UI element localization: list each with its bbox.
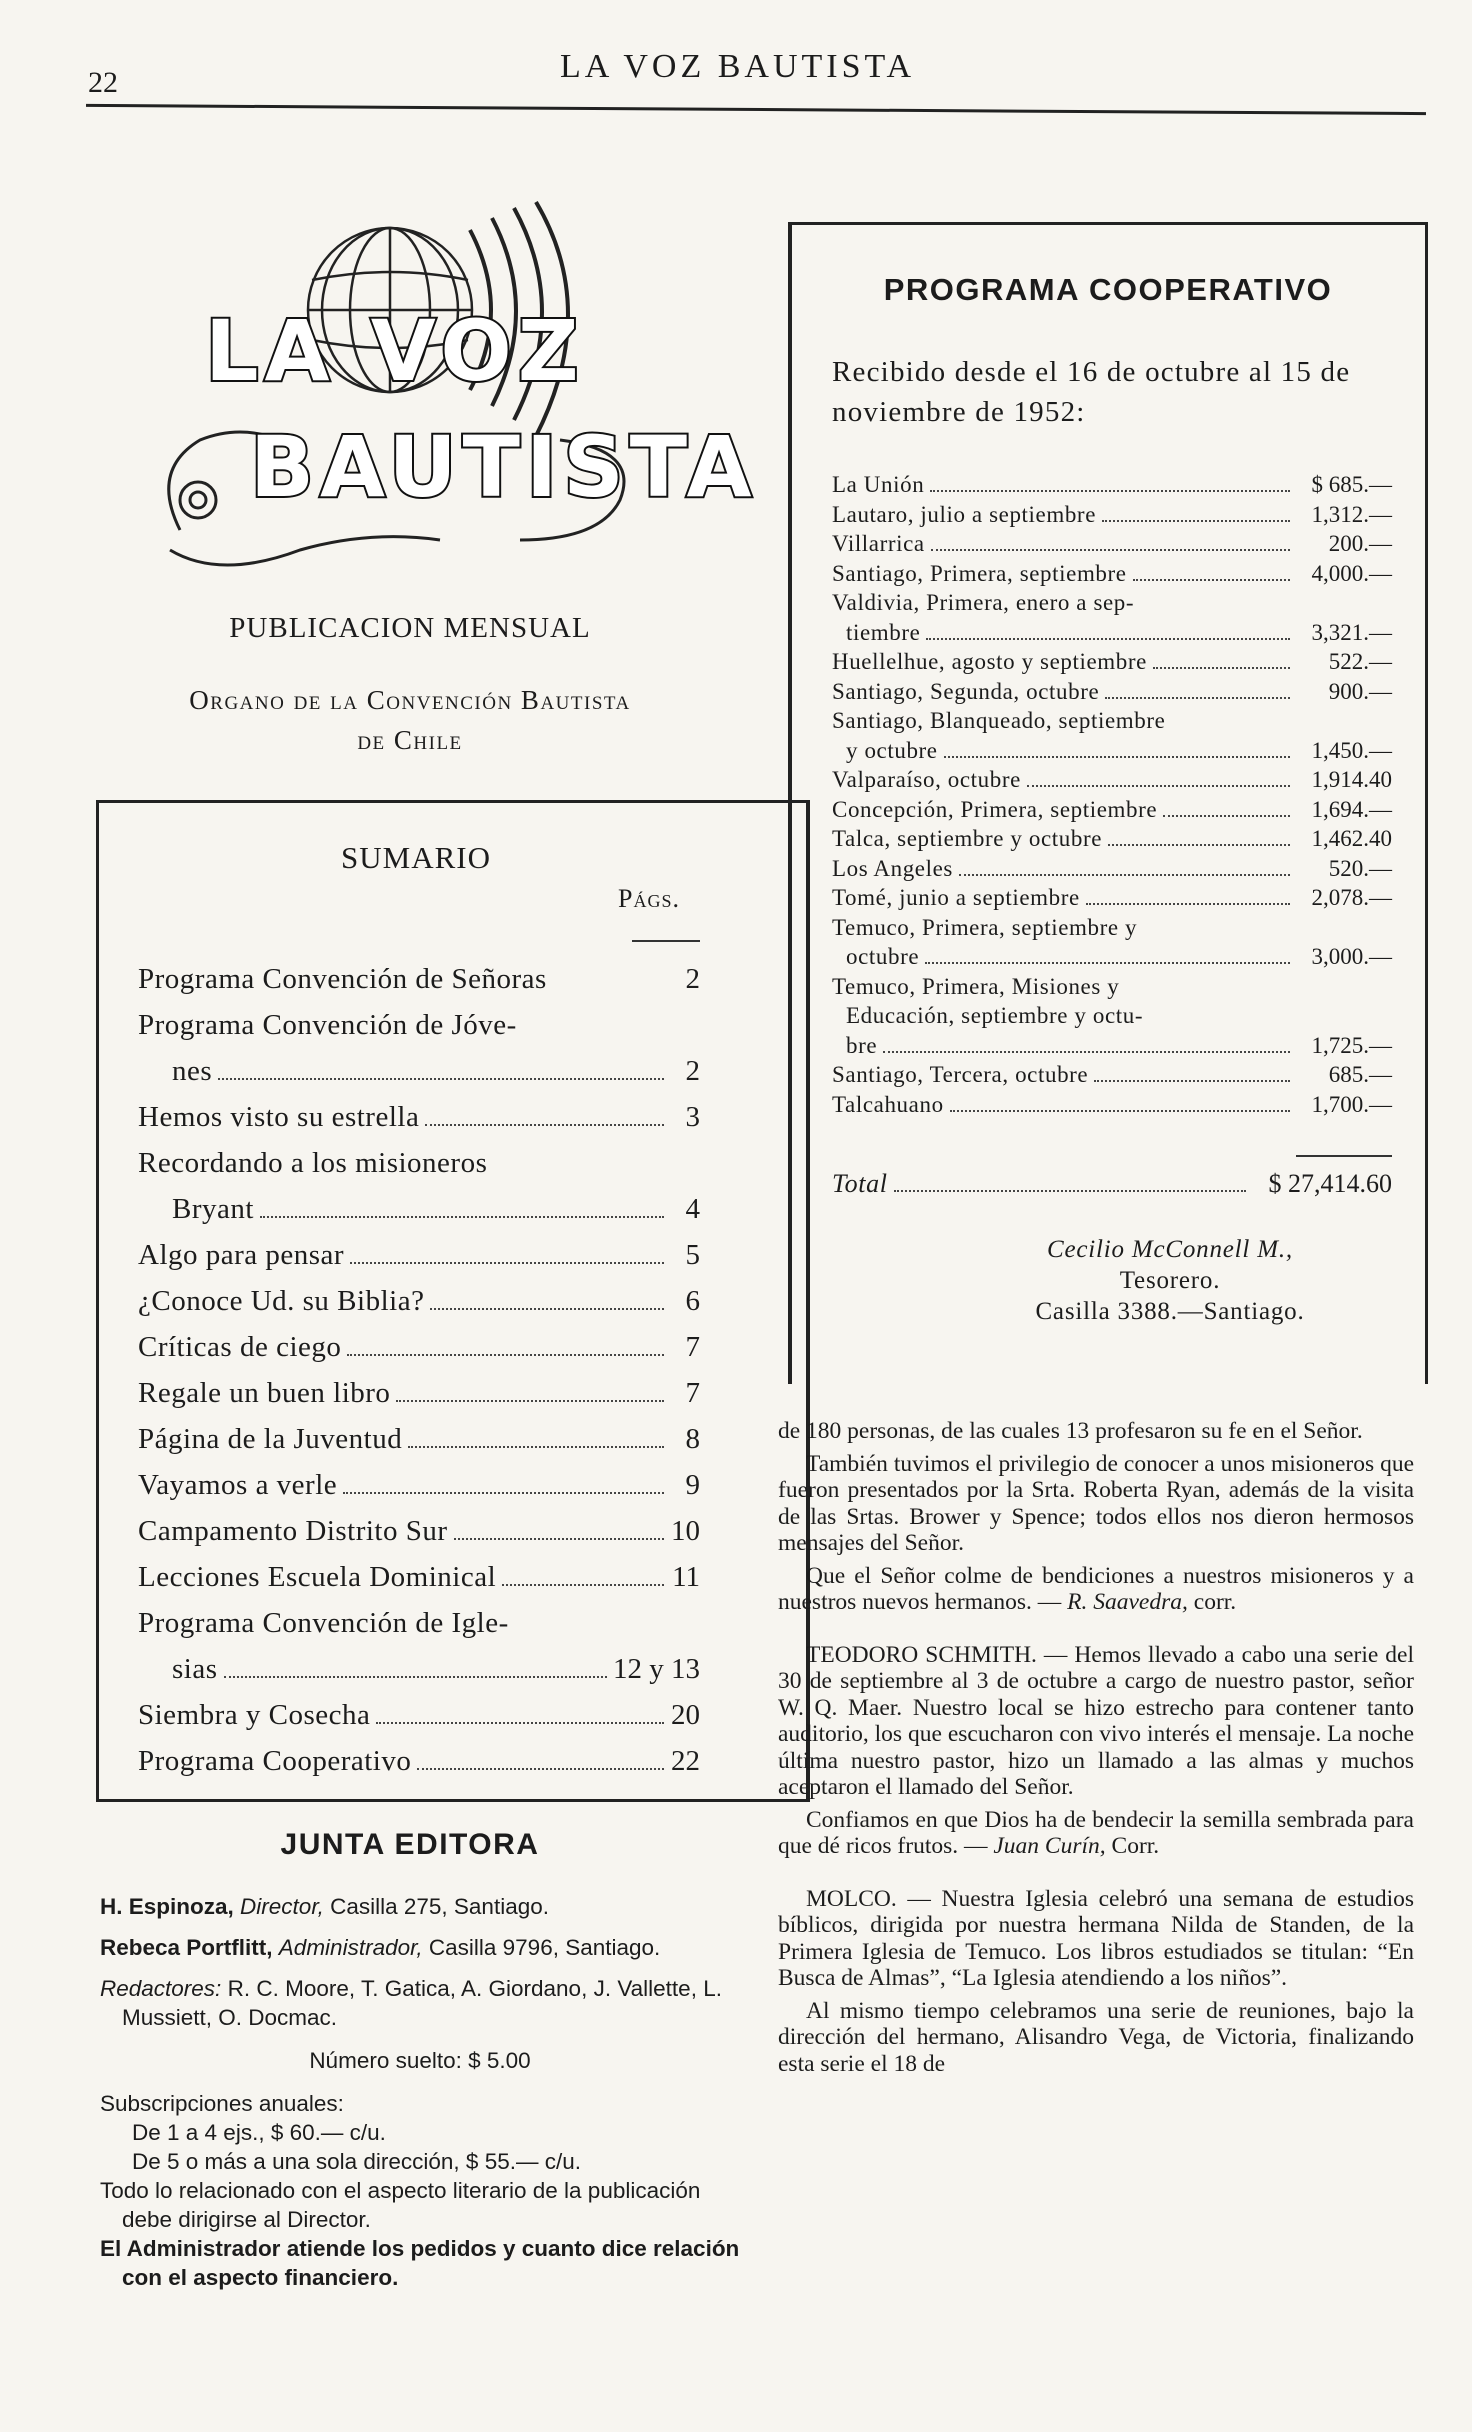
contribution-row — [832, 736, 1392, 766]
toc-title: Recordando a los misioneros — [138, 1147, 488, 1179]
church-name: y octubre — [846, 737, 938, 763]
church-name: Huellelhue, agosto y septiembre — [832, 649, 1147, 674]
toc-page: 7 — [685, 1331, 700, 1363]
contribution-row — [832, 854, 1392, 884]
toc-row — [138, 1462, 700, 1508]
toc-page: 3 — [685, 1101, 700, 1133]
article-paragraph: TEODORO SCHMITH. — Hemos llevado a cabo una serie del 30 de septiembre al 3 de octubre a cargo de nuestro pastor, señor W. Q. Maer. Nuestro local se hizo estrecho para contener tanto auditorio, los que escucharon con vivo interés el mensaje. La noche última nuestro pastor, hizo un llamado a las almas y muchos aceptaron el llamado del Señor. — [778, 1641, 1414, 1800]
toc-title: Programa Convención de Igle- — [138, 1607, 509, 1639]
redactores-line — [100, 1974, 740, 2032]
director-role: Director, — [240, 1894, 324, 1919]
contribution-row — [832, 1001, 1392, 1031]
contribution-row — [832, 883, 1392, 913]
toc-title: Críticas de ciego — [138, 1331, 342, 1363]
toc-row — [138, 1186, 700, 1232]
article-paragraph — [778, 1807, 1414, 1860]
church-name: Valdivia, Primera, enero a sep- — [832, 590, 1135, 615]
contributions-list — [832, 470, 1392, 1119]
contribution-row — [832, 1090, 1392, 1120]
financial-note: El Administrador atiende los pedidos y cuanto dice relación con el aspecto financiero. — [100, 2236, 740, 2290]
toc-page: 7 — [685, 1377, 700, 1409]
toc-row — [138, 1600, 700, 1646]
contribution-amount: 522.— — [1328, 649, 1392, 674]
contribution-row — [832, 824, 1392, 854]
toc-page: 20 — [671, 1699, 700, 1731]
programa-title: PROGRAMA COOPERATIVO — [883, 272, 1333, 307]
programa-intro: Recibido desde el 16 de octubre al 15 de noviembre de 1952: — [832, 356, 1351, 428]
contribution-row — [832, 618, 1392, 648]
director-address: Casilla 275, Santiago. — [330, 1894, 549, 1919]
contribution-amount: 3,321.— — [1311, 619, 1392, 645]
contribution-amount: 1,462.40 — [1311, 826, 1392, 851]
pages-header: Págs. — [618, 884, 680, 913]
toc-page: 11 — [672, 1561, 700, 1593]
toc-title: ¿Conoce Ud. su Biblia? — [138, 1285, 425, 1317]
signer-address: Casilla 3388.—Santiago. — [1035, 1298, 1305, 1325]
contribution-amount: 900.— — [1328, 678, 1392, 704]
church-name: Concepción, Primera, septiembre — [832, 796, 1158, 822]
contribution-row — [832, 795, 1392, 825]
toc-page: 6 — [685, 1285, 700, 1317]
contribution-row — [832, 588, 1392, 618]
toc-row — [138, 1738, 700, 1784]
toc-row — [138, 956, 700, 1002]
contribution-row — [832, 913, 1392, 943]
subscriptions-title: Subscripciones anuales: — [100, 2091, 344, 2116]
contribution-row — [832, 1060, 1392, 1090]
church-name: Tomé, junio a septiembre — [832, 885, 1080, 910]
contribution-amount: 200.— — [1328, 531, 1392, 556]
redactores-label: Redactores: — [100, 1976, 222, 2001]
contribution-amount: 3,000.— — [1311, 944, 1392, 969]
contribution-amount: 1,725.— — [1311, 1032, 1392, 1058]
junta-editora — [100, 1892, 740, 2292]
admin-role: Administrador, — [278, 1935, 423, 1960]
numero-suelto: Número suelto: $ 5.00 — [309, 2048, 531, 2073]
subscription-rate-2: De 5 o más a una sola dirección, $ 55.— c/u. — [132, 2149, 581, 2174]
contribution-row — [832, 647, 1392, 677]
church-name: Valparaíso, octubre — [832, 767, 1021, 792]
publication-type: PUBLICACION MENSUAL — [229, 612, 591, 644]
toc-title: Hemos visto su estrella — [138, 1101, 420, 1133]
toc-page: 2 — [685, 1055, 700, 1087]
header-rule — [86, 104, 1426, 115]
contribution-amount: 685.— — [1328, 1062, 1392, 1087]
contribution-amount: 1,312.— — [1311, 501, 1392, 527]
church-name: Talcahuano — [832, 1091, 944, 1117]
contribution-amount: $ 685.— — [1311, 472, 1392, 497]
correspondent-name: R. Saavedra, — [1067, 1589, 1188, 1615]
church-name: Educación, septiembre y octu- — [846, 1003, 1144, 1028]
organ-line-2: de Chile — [357, 725, 463, 755]
church-name: Santiago, Tercera, octubre — [832, 1062, 1089, 1087]
junta-title: JUNTA EDITORA — [280, 1828, 540, 1861]
director-line — [100, 1892, 740, 1921]
toc-row — [138, 1278, 700, 1324]
toc-page: 4 — [685, 1193, 700, 1225]
signer-name: Cecilio McConnell M., — [1047, 1236, 1293, 1263]
organ-line-1: Organo de la Convención Bautista — [189, 685, 631, 715]
article-paragraph: MOLCO. — Nuestra Iglesia celebró una semana de estudios bíblicos, dirigida por nuestra hermana Nilda de Standen, de la Primera Iglesia de Temuco. Los libros estudiados se titulan: “En Busca de Almas”, “La Iglesia atendiendo a los niños”. — [778, 1885, 1414, 1991]
toc-row — [138, 1508, 700, 1554]
total-rule — [1296, 1155, 1392, 1157]
toc-row — [138, 1416, 700, 1462]
toc-page: 8 — [685, 1423, 700, 1455]
church-name: Santiago, Primera, septiembre — [832, 560, 1127, 586]
correspondent-suffix: Corr. — [1111, 1833, 1160, 1859]
treasurer-signature — [960, 1234, 1380, 1327]
contribution-row — [832, 942, 1392, 972]
director-name: H. Espinoza, — [100, 1894, 234, 1919]
correspondent-suffix: corr. — [1193, 1589, 1237, 1615]
literary-note: Todo lo relacionado con el aspecto literario de la publicación debe dirigirse al Director. — [100, 2178, 701, 2232]
admin-address: Casilla 9796, Santiago. — [428, 1935, 661, 1960]
toc-title: Lecciones Escuela Dominical — [138, 1561, 497, 1593]
toc-row — [138, 1140, 700, 1186]
church-name: Santiago, Blanqueado, septiembre — [832, 708, 1166, 733]
church-name: octubre — [846, 944, 920, 969]
toc-page: 5 — [685, 1239, 700, 1271]
redactores-names: R. C. Moore, T. Gatica, A. Giordano, J. Vallette, L. Mussiett, O. Docmac. — [122, 1976, 722, 2030]
article-paragraph: Al mismo tiempo celebramos una serie de reuniones, bajo la dirección del hermano, Alisandro Vega, de Victoria, finalizando esta serie el 18 de — [778, 1997, 1414, 2077]
sumario-title: SUMARIO — [341, 840, 491, 875]
admin-name: Rebeca Portflitt, — [100, 1935, 273, 1960]
toc-title: nes — [172, 1055, 213, 1087]
logo-line-1: LA VOZ — [205, 302, 585, 400]
article-paragraph: También tuvimos el privilegio de conocer a unos misioneros que fueron presentados por la Srta. Roberta Ryan, además de la visita de las Srtas. Brower y Spence; todos ellos nos dieron hermosos mensajes del Señor. — [778, 1450, 1414, 1556]
contribution-amount: 2,078.— — [1311, 885, 1392, 910]
church-name: tiembre — [846, 619, 921, 645]
total-label: Total — [832, 1169, 888, 1198]
toc-title: Programa Cooperativo — [138, 1745, 412, 1777]
total-amount: $ 27,414.60 — [1268, 1169, 1392, 1198]
contribution-amount: 1,914.40 — [1311, 767, 1392, 792]
article-text: Confiamos en que Dios ha de bendecir la semilla sembrada para que dé ricos frutos. — — [778, 1806, 1414, 1859]
toc-title: Regale un buen libro — [138, 1377, 391, 1409]
church-name: Talca, septiembre y octubre — [832, 826, 1103, 851]
toc-title: Bryant — [172, 1193, 254, 1225]
masthead-logo — [140, 200, 758, 580]
correspondent-name: Juan Curín, — [993, 1833, 1106, 1859]
toc-page: 22 — [671, 1745, 700, 1777]
contribution-row — [832, 529, 1392, 559]
toc-page: 10 — [671, 1515, 700, 1547]
toc-page: 12 y 13 — [613, 1653, 700, 1685]
toc-row — [138, 1094, 700, 1140]
admin-line — [100, 1933, 740, 1962]
toc-title: Campamento Distrito Sur — [138, 1515, 448, 1547]
contribution-row — [832, 706, 1392, 736]
page-number: 22 — [88, 66, 118, 99]
total-row — [832, 1168, 1392, 1200]
toc-row — [138, 1370, 700, 1416]
church-name: Santiago, Segunda, octubre — [832, 678, 1100, 704]
toc-row — [138, 1232, 700, 1278]
church-name: Lautaro, julio a septiembre — [832, 501, 1097, 527]
pages-rule — [632, 940, 700, 942]
toc-row — [138, 1554, 700, 1600]
contribution-row — [832, 1031, 1392, 1061]
toc-row — [138, 1692, 700, 1738]
toc-title: Siembra y Cosecha — [138, 1699, 371, 1731]
subscription-rate-1: De 1 a 4 ejs., $ 60.— c/u. — [132, 2120, 386, 2145]
article-paragraph: de 180 personas, de las cuales 13 profesaron su fe en el Señor. — [778, 1418, 1363, 1444]
contribution-row — [832, 972, 1392, 1002]
article-text: Que el Señor colme de bendiciones a nuestros misioneros y a nuestros nuevos hermanos. — — [778, 1562, 1414, 1615]
contribution-row — [832, 500, 1392, 530]
toc-row — [138, 1646, 700, 1692]
table-of-contents — [138, 956, 700, 1784]
toc-title: Algo para pensar — [138, 1239, 345, 1271]
toc-page: 9 — [685, 1469, 700, 1501]
contribution-amount: 1,450.— — [1311, 737, 1392, 763]
toc-page: 2 — [685, 963, 700, 995]
running-title: LA VOZ BAUTISTA — [560, 48, 916, 85]
toc-title: sias — [172, 1653, 218, 1685]
contribution-row — [832, 470, 1392, 500]
contribution-row — [832, 765, 1392, 795]
toc-title: Página de la Juventud — [138, 1423, 403, 1455]
publication-organ — [90, 680, 730, 760]
contribution-amount: 4,000.— — [1311, 560, 1392, 586]
contribution-row — [832, 677, 1392, 707]
church-name: bre — [846, 1032, 878, 1058]
church-name: Temuco, Primera, septiembre y — [832, 914, 1138, 940]
contribution-row — [832, 559, 1392, 589]
contribution-amount: 1,700.— — [1311, 1091, 1392, 1117]
article-paragraph — [778, 1563, 1414, 1616]
toc-row — [138, 1002, 700, 1048]
logo-line-2: BAUTISTA — [250, 418, 758, 516]
toc-title: Programa Convención de Jóve- — [138, 1009, 517, 1041]
toc-title: Programa Convención de Señoras — [138, 963, 547, 995]
church-name: La Unión — [832, 472, 925, 497]
church-news — [778, 1418, 1414, 2083]
church-name: Temuco, Primera, Misiones y — [832, 973, 1120, 999]
contribution-amount: 520.— — [1328, 855, 1392, 881]
toc-title: Vayamos a verle — [138, 1469, 338, 1501]
toc-row — [138, 1048, 700, 1094]
toc-row — [138, 1324, 700, 1370]
church-name: Villarrica — [832, 531, 925, 556]
signer-role: Tesorero. — [1119, 1267, 1221, 1294]
contribution-amount: 1,694.— — [1311, 796, 1392, 822]
church-name: Los Angeles — [832, 855, 953, 881]
